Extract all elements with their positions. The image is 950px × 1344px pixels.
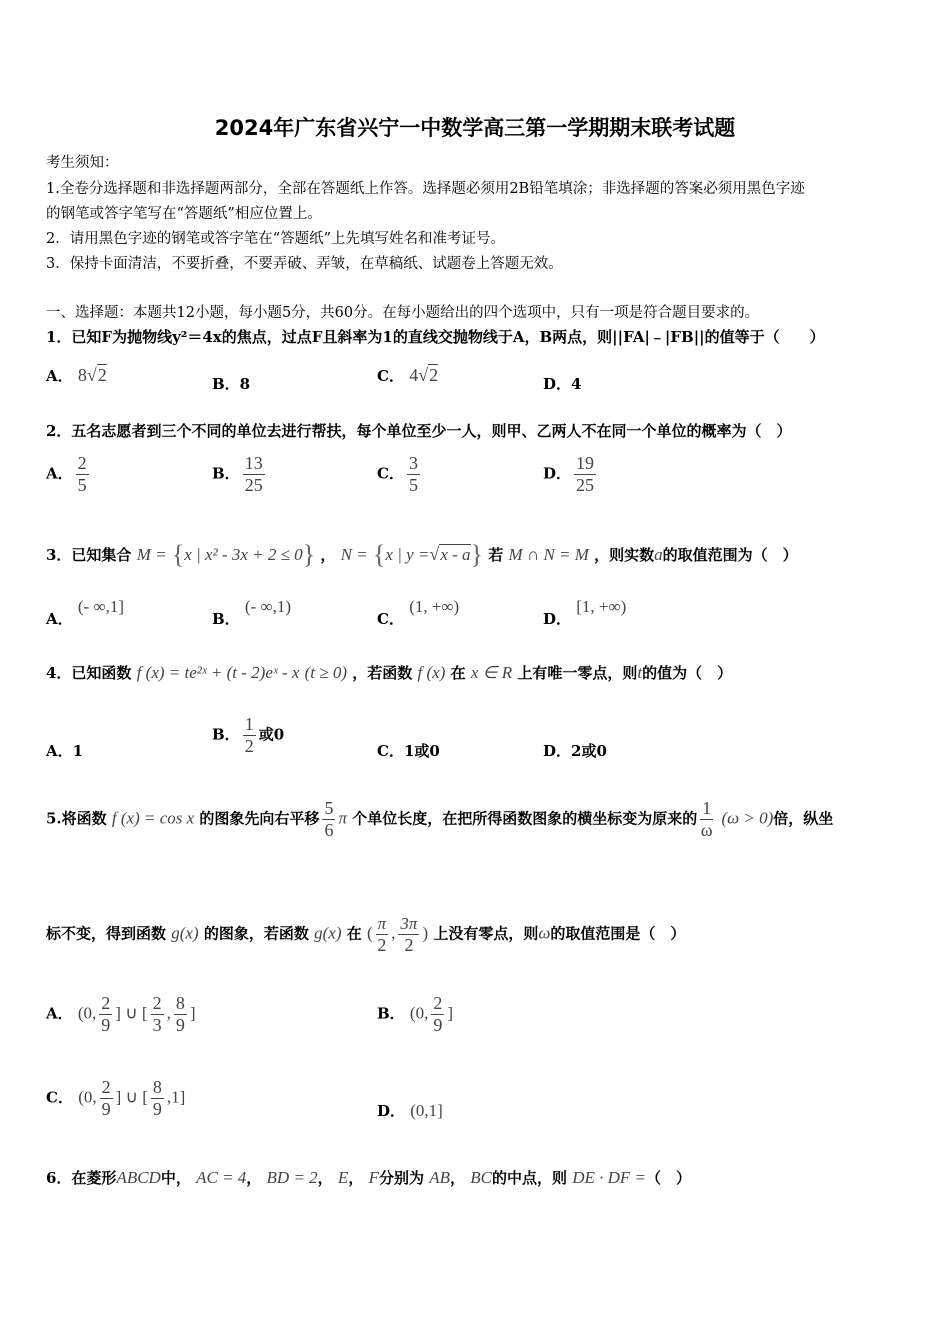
notice-item-2: 2．请用黑色字迹的钢笔或答字笔在“答题纸”上先填写姓名和准考证号。 — [46, 231, 506, 247]
fraction: $\frac{13}{25}$ — [244, 453, 263, 495]
q5-option-a[interactable]: A． (0, $\frac{2}{9}$ ] ∪ [ $\frac{2}{3}$ , $\frac{8}{9}$ ] — [46, 993, 196, 1035]
fraction: $\frac{1}{2}$ — [244, 714, 254, 756]
question-6: 6．在菱形ABCD中， AC = 4， BD = 2， E， F分别为 AB， BC的中点，则 DE · DF =（ ） — [46, 1168, 692, 1187]
q4-option-a[interactable]: A．1 — [46, 742, 84, 760]
option-label: C． — [377, 367, 404, 385]
question-5: 5.将函数 f (x) = cos x 的图象先向右平移 $\frac{5}{6}$ π 个单位长度，在把所得函数图象的横坐标变为原来的 $\frac{1}{\omega}$ (ω > 0)倍，纵坐 — [46, 798, 834, 840]
q1-option-c[interactable] — [377, 365, 438, 386]
q2-option-b[interactable]: B． $\frac{13}{25}$ — [212, 453, 263, 495]
fraction: $\frac{1}{\omega}$ — [700, 798, 713, 840]
q4-option-d[interactable]: D．2或0 — [543, 742, 607, 760]
fraction: $\frac{3}{5}$ — [408, 453, 418, 495]
q1-option-b[interactable]: B．8 — [212, 375, 251, 393]
question-2: 2．五名志愿者到三个不同的单位去进行帮扶，每个单位至少一人，则甲、乙两人不在同一个单位的概率为（ ） — [46, 422, 792, 440]
notice-item-3: 3．保持卡面清洁，不要折叠，不要弄破、弄皱，在草稿纸、试题卷上答题无效。 — [46, 256, 563, 272]
q3-option-a[interactable]: A． (- ∞,1] — [46, 597, 124, 628]
q4-option-b[interactable]: B． $\frac{1}{2}$ 或0 — [212, 714, 285, 756]
sqrt-expression: 8√2 — [77, 365, 107, 385]
fraction: $\frac{2}{5}$ — [77, 453, 87, 495]
q3-option-c[interactable]: C． (1, +∞) — [377, 597, 460, 628]
exam-title: 2024年广东省兴宁一中数学高三第一学期期末联考试题 — [214, 116, 736, 140]
question-1: 1．已知F为抛物线y²＝4x的焦点，过点F且斜率为1的直线交抛物线于A，B两点，则||FA|﹣|FB||的值等于（ ） — [46, 328, 825, 346]
fraction: $\frac{5}{6}$ — [324, 798, 334, 840]
fraction: $\frac{19}{25}$ — [576, 453, 595, 495]
q1-option-a[interactable] — [46, 365, 107, 386]
q4-option-c[interactable]: C．1或0 — [377, 742, 440, 760]
q5-option-b[interactable]: B． (0, $\frac{2}{9}$ ] — [377, 993, 454, 1035]
sqrt-expression: 4√2 — [409, 365, 439, 385]
fraction: $\frac{\pi}{2}$ — [377, 914, 387, 955]
question-3: 3．已知集合 M = {x | x² - 3x + 2 ≤ 0} ， N = {x | y =√x - a} 若 M ∩ N = M ，则实数a的取值范围为（ ） — [46, 540, 798, 569]
notice-item-1b: 的钢笔或答字笔写在“答题纸”相应位置上。 — [46, 206, 322, 222]
q2-option-d[interactable]: D． $\frac{19}{25}$ — [543, 453, 595, 495]
section-heading: 一、选择题：本题共12小题，每小题5分，共60分。在每小题给出的四个选项中，只有一项是符合题目要求的。 — [46, 305, 760, 321]
fraction: $\frac{3\pi}{2}$ — [400, 914, 418, 955]
notice-heading: 考生须知： — [46, 155, 119, 171]
set-m-body: x | x² - 3x + 2 ≤ 0 — [184, 545, 303, 564]
q3-option-b[interactable]: B． (- ∞,1) — [212, 597, 292, 628]
question-4: 4．已知函数 f (x) = te²ˣ + (t - 2)eˣ - x (t ≥ 0) ，若函数 f (x) 在 x ∈ R 上有唯一零点，则t的值为（ ） — [46, 663, 733, 682]
q5-option-d[interactable]: D． (0,1] — [377, 1101, 443, 1120]
q1-option-d[interactable]: D．4 — [543, 375, 582, 393]
notice-item-1a: 1.全卷分选择题和非选择题两部分，全部在答题纸上作答。选择题必须用2B铅笔填涂；非选择题的答案必须用黑色字迹 — [46, 181, 805, 197]
q5-option-c[interactable]: C． (0, $\frac{2}{9}$ ] ∪ [ $\frac{8}{9}$ ,1] — [46, 1077, 186, 1119]
question-5-line-2: 标不变，得到函数 g(x) 的图象，若函数 g(x) 在 ( $\frac{\pi}{2}$ , $\frac{3\pi}{2}$ ) 上没有零点，则ω的取值范围是（ ） — [46, 914, 686, 955]
option-label: A． — [46, 367, 73, 385]
q2-option-c[interactable]: C． $\frac{3}{5}$ — [377, 453, 418, 495]
q3-option-d[interactable]: D． [1, +∞) — [543, 597, 627, 628]
q2-option-a[interactable]: A． $\frac{2}{5}$ — [46, 453, 87, 495]
